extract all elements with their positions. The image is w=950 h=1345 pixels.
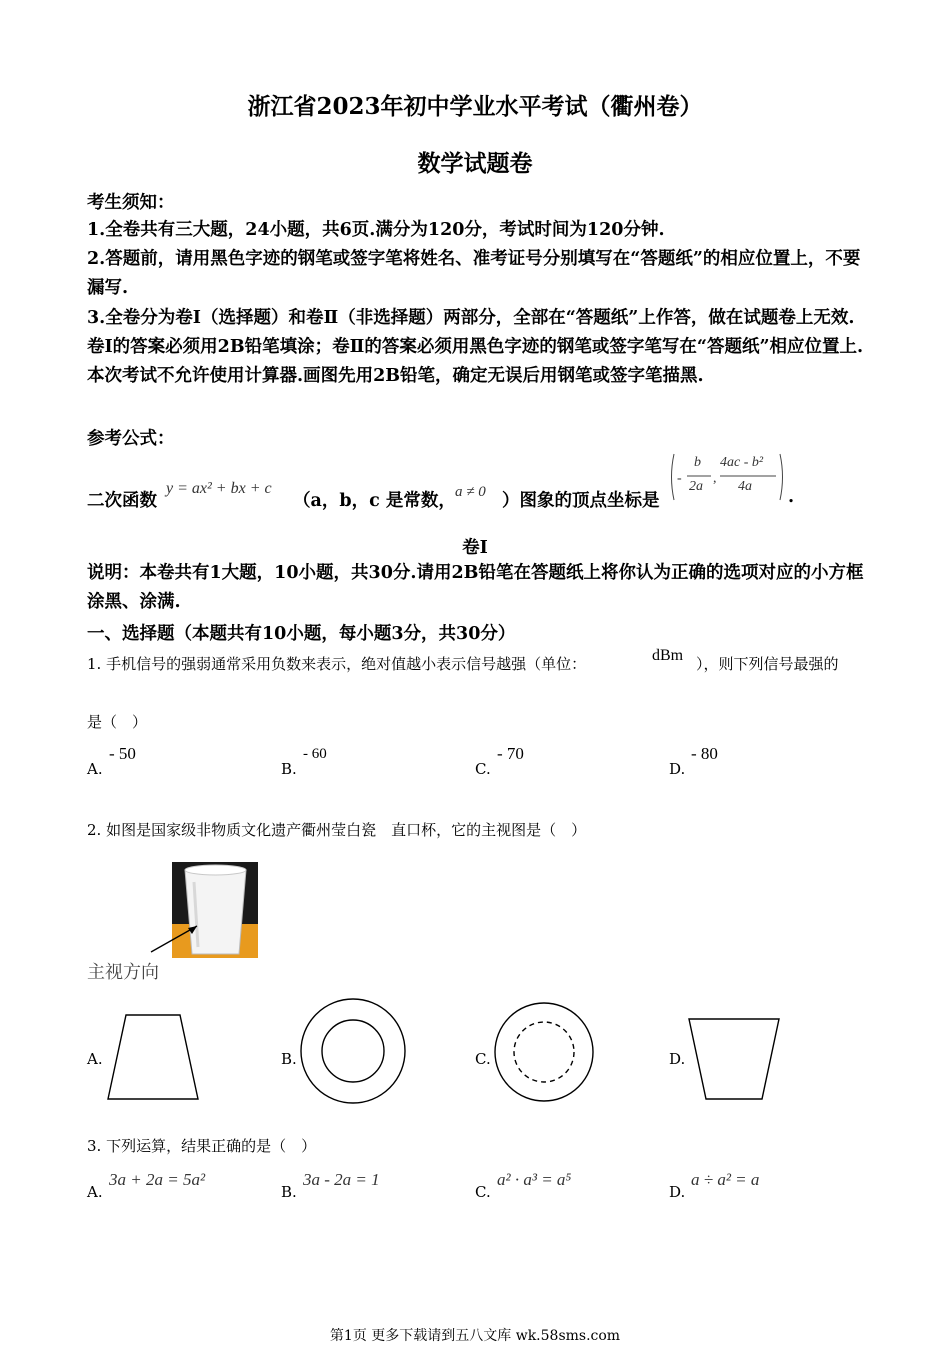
part1-note: 说明：本卷共有1大题，10小题，共30分.请用2B铅笔在答题纸上将你认为正确的选项对应的小方框涂黑、涂满.: [87, 563, 864, 612]
q3-option-c-expr: a² · a³ = a⁵: [497, 1170, 572, 1189]
q2-option-b-label[interactable]: B.: [281, 1050, 297, 1068]
q2-option-c-dashed-circles: [492, 1000, 596, 1104]
q1-text-tail: 是（ ）: [87, 713, 148, 731]
vertex-y-denominator: 4a: [738, 479, 752, 494]
vertex-formula: [668, 452, 786, 502]
formula-end: .: [788, 487, 795, 507]
q1-text-end: ），则下列信号最强的: [696, 655, 839, 673]
svg-text:-: -: [677, 471, 682, 486]
q2-option-a-trapezoid: [105, 1012, 201, 1102]
q2-option-d-label[interactable]: D.: [669, 1050, 686, 1068]
formula-condition: a ≠ 0: [455, 484, 486, 500]
q2-option-a-label[interactable]: A.: [87, 1050, 103, 1068]
view-direction-caption: 主视方向: [87, 962, 159, 983]
q3-text: 3. 下列运算，结果正确的是（ ）: [87, 1137, 317, 1155]
formula-middle: （a，b，c 是常数，: [293, 491, 456, 511]
q3-option-b-label[interactable]: B.: [281, 1183, 297, 1201]
view-direction-arrow: [145, 918, 205, 958]
exam-title: 浙江省2023年初中学业水平考试（衢州卷）: [247, 93, 703, 120]
notice-item-2: 2.答题前，请用黑色字迹的钢笔或签字笔将姓名、准考证号分别填写在“答题纸”的相应位置上，不要漏写.: [87, 249, 861, 298]
q1-option-b-value: - 60: [303, 746, 327, 762]
q1-option-d-value: - 80: [691, 744, 718, 763]
q3-option-a-expr: 3a + 2a = 5a²: [109, 1170, 206, 1189]
vertex-x-denominator: 2a: [689, 479, 703, 494]
exam-subtitle: 数学试题卷: [417, 150, 533, 177]
vertex-y-numerator: 4ac - b²: [720, 455, 764, 470]
page-footer: 第1页 更多下载请到五八文库 wk.58sms.com: [329, 1328, 621, 1344]
q3-option-d-label[interactable]: D.: [669, 1183, 686, 1201]
formula-expression: y = ax² + bx + c: [166, 480, 272, 497]
notice-item-3: 3.全卷分为卷Ⅰ（选择题）和卷Ⅱ（非选择题）两部分，全部在“答题纸”上作答，做在试题卷上无效.卷Ⅰ的答案必须用2B铅笔填涂；卷Ⅱ的答案必须用黑色字迹的钢笔或签字笔写在“答题纸”相应位置上.本次考试不允许使用计算器.画图先用2B铅笔，确定无误后用钢笔或签字笔描黑.: [87, 308, 864, 386]
q2-option-c-label[interactable]: C.: [475, 1050, 491, 1068]
q2-option-b-concentric-circles: [298, 996, 408, 1106]
q1-option-a-value: - 50: [109, 744, 136, 763]
section1-heading: 一、选择题（本题共有10小题，每小题3分，共30分）: [87, 624, 516, 644]
notice-item-1: 1.全卷共有三大题，24小题，共6页.满分为120分，考试时间为120分钟.: [87, 220, 665, 240]
q3-option-c-label[interactable]: C.: [475, 1183, 491, 1201]
vertex-x-numerator: b: [694, 455, 701, 470]
q1-option-d-label[interactable]: D.: [669, 760, 686, 778]
q1-option-b-label[interactable]: B.: [281, 760, 297, 778]
formula-prefix: 二次函数: [87, 491, 157, 511]
q3-option-d-expr: a ÷ a² = a: [691, 1170, 760, 1189]
q1-unit: dBm: [652, 647, 684, 664]
q1-option-c-value: - 70: [497, 744, 524, 763]
q1-option-a-label[interactable]: A.: [87, 760, 103, 778]
formula-suffix: ）图象的顶点坐标是: [502, 491, 660, 511]
q1-text-start: 1. 手机信号的强弱通常采用负数来表示，绝对值越小表示信号越强（单位：: [87, 655, 587, 673]
formula-heading: 参考公式：: [87, 429, 175, 449]
q3-option-a-label[interactable]: A.: [87, 1183, 103, 1201]
q2-option-d-inverted-trapezoid: [686, 1016, 782, 1102]
q2-text: 2. 如图是国家级非物质文化遗产衢州莹白瓷 直口杯，它的主视图是（ ）: [87, 821, 587, 839]
svg-text:,: ,: [713, 471, 717, 486]
notice-heading: 考生须知：: [87, 193, 175, 213]
q1-option-c-label[interactable]: C.: [475, 760, 491, 778]
q3-option-b-expr: 3a - 2a = 1: [303, 1170, 380, 1189]
part1-heading: 卷Ⅰ: [462, 538, 488, 558]
